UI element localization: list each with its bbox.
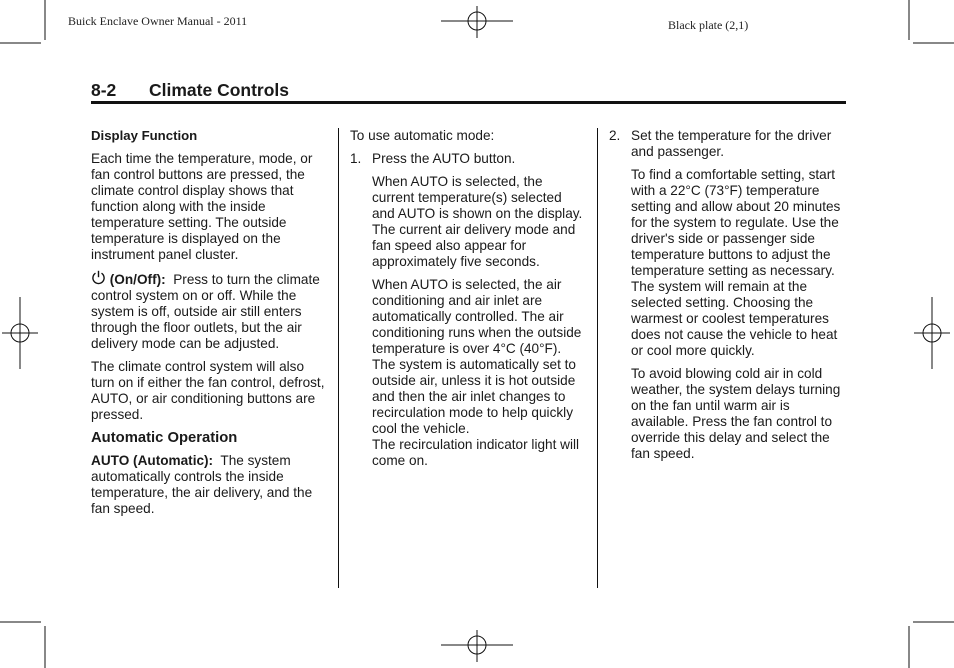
step-2-text: Set the temperature for the driver and passenger. [631, 128, 832, 159]
column-2 [350, 128, 586, 476]
step-1-detail-2 [350, 277, 586, 469]
section-number: 8-2 [91, 80, 117, 100]
onoff-paragraph [91, 270, 327, 352]
header-plate-info: Black plate (2,1) [668, 18, 749, 32]
step-2-detail-2: To avoid blowing cold air in cold weather, the system delays turning on the fan until warm air is available. Press the fan control to override this delay and select the fan speed. [631, 366, 841, 461]
header-manual-title: Buick Enclave Owner Manual - 2011 [68, 14, 248, 28]
step-1 [350, 151, 586, 167]
section-name: Climate Controls [149, 80, 290, 100]
display-function-heading: Display Function [91, 128, 198, 143]
column-3 [609, 128, 849, 469]
step-1-detail-2b: The recirculation indicator light will come on. [372, 437, 580, 468]
automatic-mode-intro: To use automatic mode: [350, 128, 495, 143]
column-1 [91, 128, 327, 524]
display-function-text: Each time the temperature, mode, or fan control buttons are pressed, the climate control display shows that function along with the inside temperature setting. The outside temperature is displayed on the instrument panel cluster. [91, 151, 313, 262]
onoff-text: Press to turn the climate control system on or off. While the system is off, outside air still enters through the floor outlets, but the air delivery mode can be adjusted. [91, 272, 320, 351]
step-1-text: Press the AUTO button. [372, 151, 516, 166]
step-2-number: 2. [609, 128, 621, 143]
section-title [91, 80, 289, 101]
auto-text: The system automatically controls the inside temperature, the air delivery, and the fan speed. [91, 453, 313, 516]
power-icon [91, 270, 106, 285]
turn-on-text: The climate control system will also turn on if either the fan control, defrost, AUTO, or air conditioning buttons are pressed. [91, 359, 325, 422]
automatic-operation-heading: Automatic Operation [91, 430, 238, 446]
title-rule [91, 101, 846, 104]
onoff-label: (On/Off): [109, 272, 166, 287]
auto-label: AUTO (Automatic): [91, 453, 214, 468]
column-divider-2 [597, 128, 598, 588]
step-2-detail-1: To find a comfortable setting, start with a 22°C (73°F) temperature setting and allow about 20 minutes for the system to regulate. Use the driver's side or passenger side temperature buttons to adjust the temperature setting as necessary. The system will remain at the selected setting. Choosing the warmest or coolest temperatures does not cause the vehicle to heat or cool more quickly. [631, 167, 841, 358]
column-divider-1 [338, 128, 339, 588]
step-1-detail-1: When AUTO is selected, the current temperature(s) selected and AUTO is shown on the display. The current air delivery mode and fan speed also appear for approximately five seconds. [372, 174, 583, 269]
step-2 [609, 128, 849, 160]
auto-paragraph [91, 453, 327, 517]
step-1-number: 1. [350, 151, 362, 166]
step-1-detail-2a: When AUTO is selected, the air conditioning and air inlet are automatically controlled. The air conditioning runs when the outside temperature is over 4°C (40°F). The system is automatically set to outside air, unless it is hot outside and then the air inlet changes to recirculation mode to help quickly cool the vehicle. [372, 277, 582, 436]
